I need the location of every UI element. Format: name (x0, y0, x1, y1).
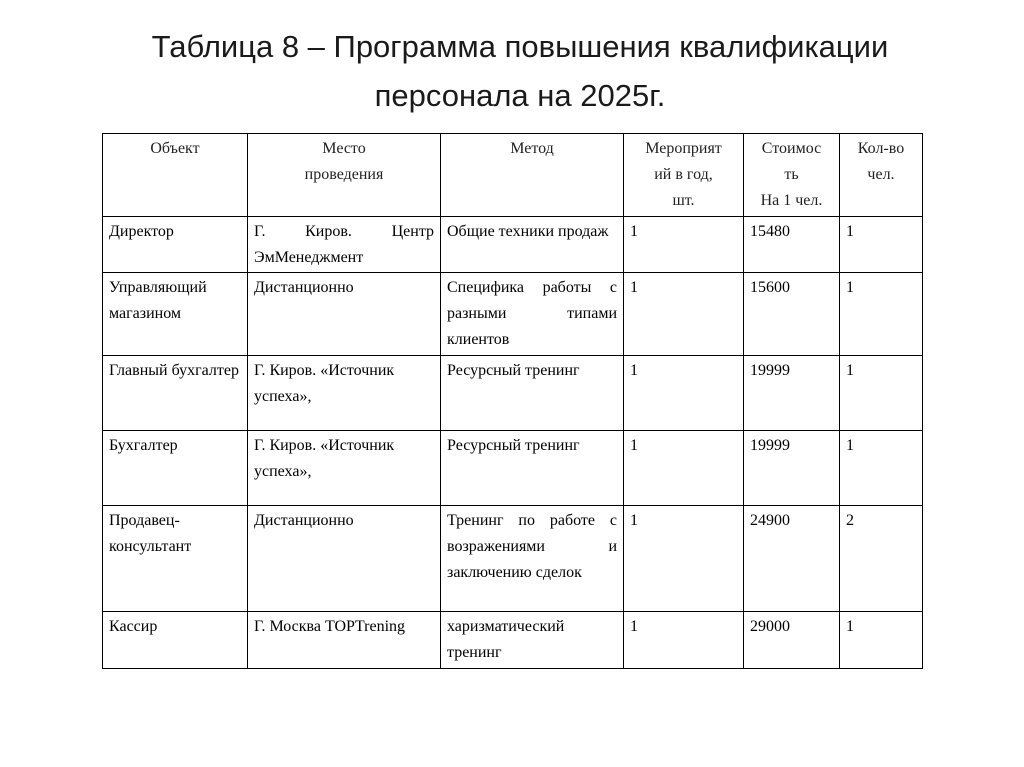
header-method: Метод (441, 134, 624, 217)
cell-place: Г. Киров. Центр ЭмМенеджмент (248, 217, 441, 273)
cell-count: 1 (840, 612, 923, 669)
header-count: Кол-во чел. (840, 134, 923, 217)
cell-object: Кассир (103, 612, 248, 669)
title-line-2: персонала на 2025г. (374, 78, 666, 113)
cell-cost: 15600 (744, 273, 840, 356)
cell-cost: 19999 (744, 356, 840, 431)
header-object: Объект (103, 134, 248, 217)
cell-cost: 24900 (744, 506, 840, 612)
cell-cost: 19999 (744, 431, 840, 506)
cell-method: Тренинг по работе с возражениями и заключению сделок (441, 506, 624, 612)
cell-method: Специфика работы с разными типами клиентов (441, 273, 624, 356)
table-row (103, 506, 923, 612)
table-row (103, 431, 923, 506)
training-program-table (102, 133, 923, 669)
cell-object: Продавец-консультант (103, 506, 248, 612)
cell-events: 1 (624, 506, 744, 612)
table-row (103, 612, 923, 669)
header-cost: Стоимос ть На 1 чел. (744, 134, 840, 217)
cell-count: 1 (840, 273, 923, 356)
table-row (103, 356, 923, 431)
document-title (100, 22, 940, 120)
cell-count: 1 (840, 356, 923, 431)
table-header-row (103, 134, 923, 217)
table-row (103, 217, 923, 273)
cell-object: Бухгалтер (103, 431, 248, 506)
cell-place: Г. Киров. «Источник успеха», (248, 431, 441, 506)
cell-cost: 29000 (744, 612, 840, 669)
header-events: Мероприят ий в год, шт. (624, 134, 744, 217)
cell-place: Г. Киров. «Источник успеха», (248, 356, 441, 431)
cell-place: Г. Москва TOPTrening (248, 612, 441, 669)
cell-method: Ресурсный тренинг (441, 356, 624, 431)
cell-count: 1 (840, 431, 923, 506)
table-row (103, 273, 923, 356)
cell-place: Дистанционно (248, 273, 441, 356)
cell-events: 1 (624, 612, 744, 669)
cell-method: Общие техники продаж (441, 217, 624, 273)
cell-object: Управляющий магазином (103, 273, 248, 356)
title-line-1: Таблица 8 – Программа повышения квалификации (151, 29, 889, 64)
cell-count: 1 (840, 217, 923, 273)
cell-events: 1 (624, 217, 744, 273)
cell-events: 1 (624, 273, 744, 356)
cell-place: Дистанционно (248, 506, 441, 612)
cell-object: Главный бухгалтер (103, 356, 248, 431)
cell-method: Ресурсный тренинг (441, 431, 624, 506)
cell-cost: 15480 (744, 217, 840, 273)
cell-events: 1 (624, 431, 744, 506)
cell-count: 2 (840, 506, 923, 612)
cell-object: Директор (103, 217, 248, 273)
cell-events: 1 (624, 356, 744, 431)
header-place: Место проведения (248, 134, 441, 217)
cell-method: харизматический тренинг (441, 612, 624, 669)
